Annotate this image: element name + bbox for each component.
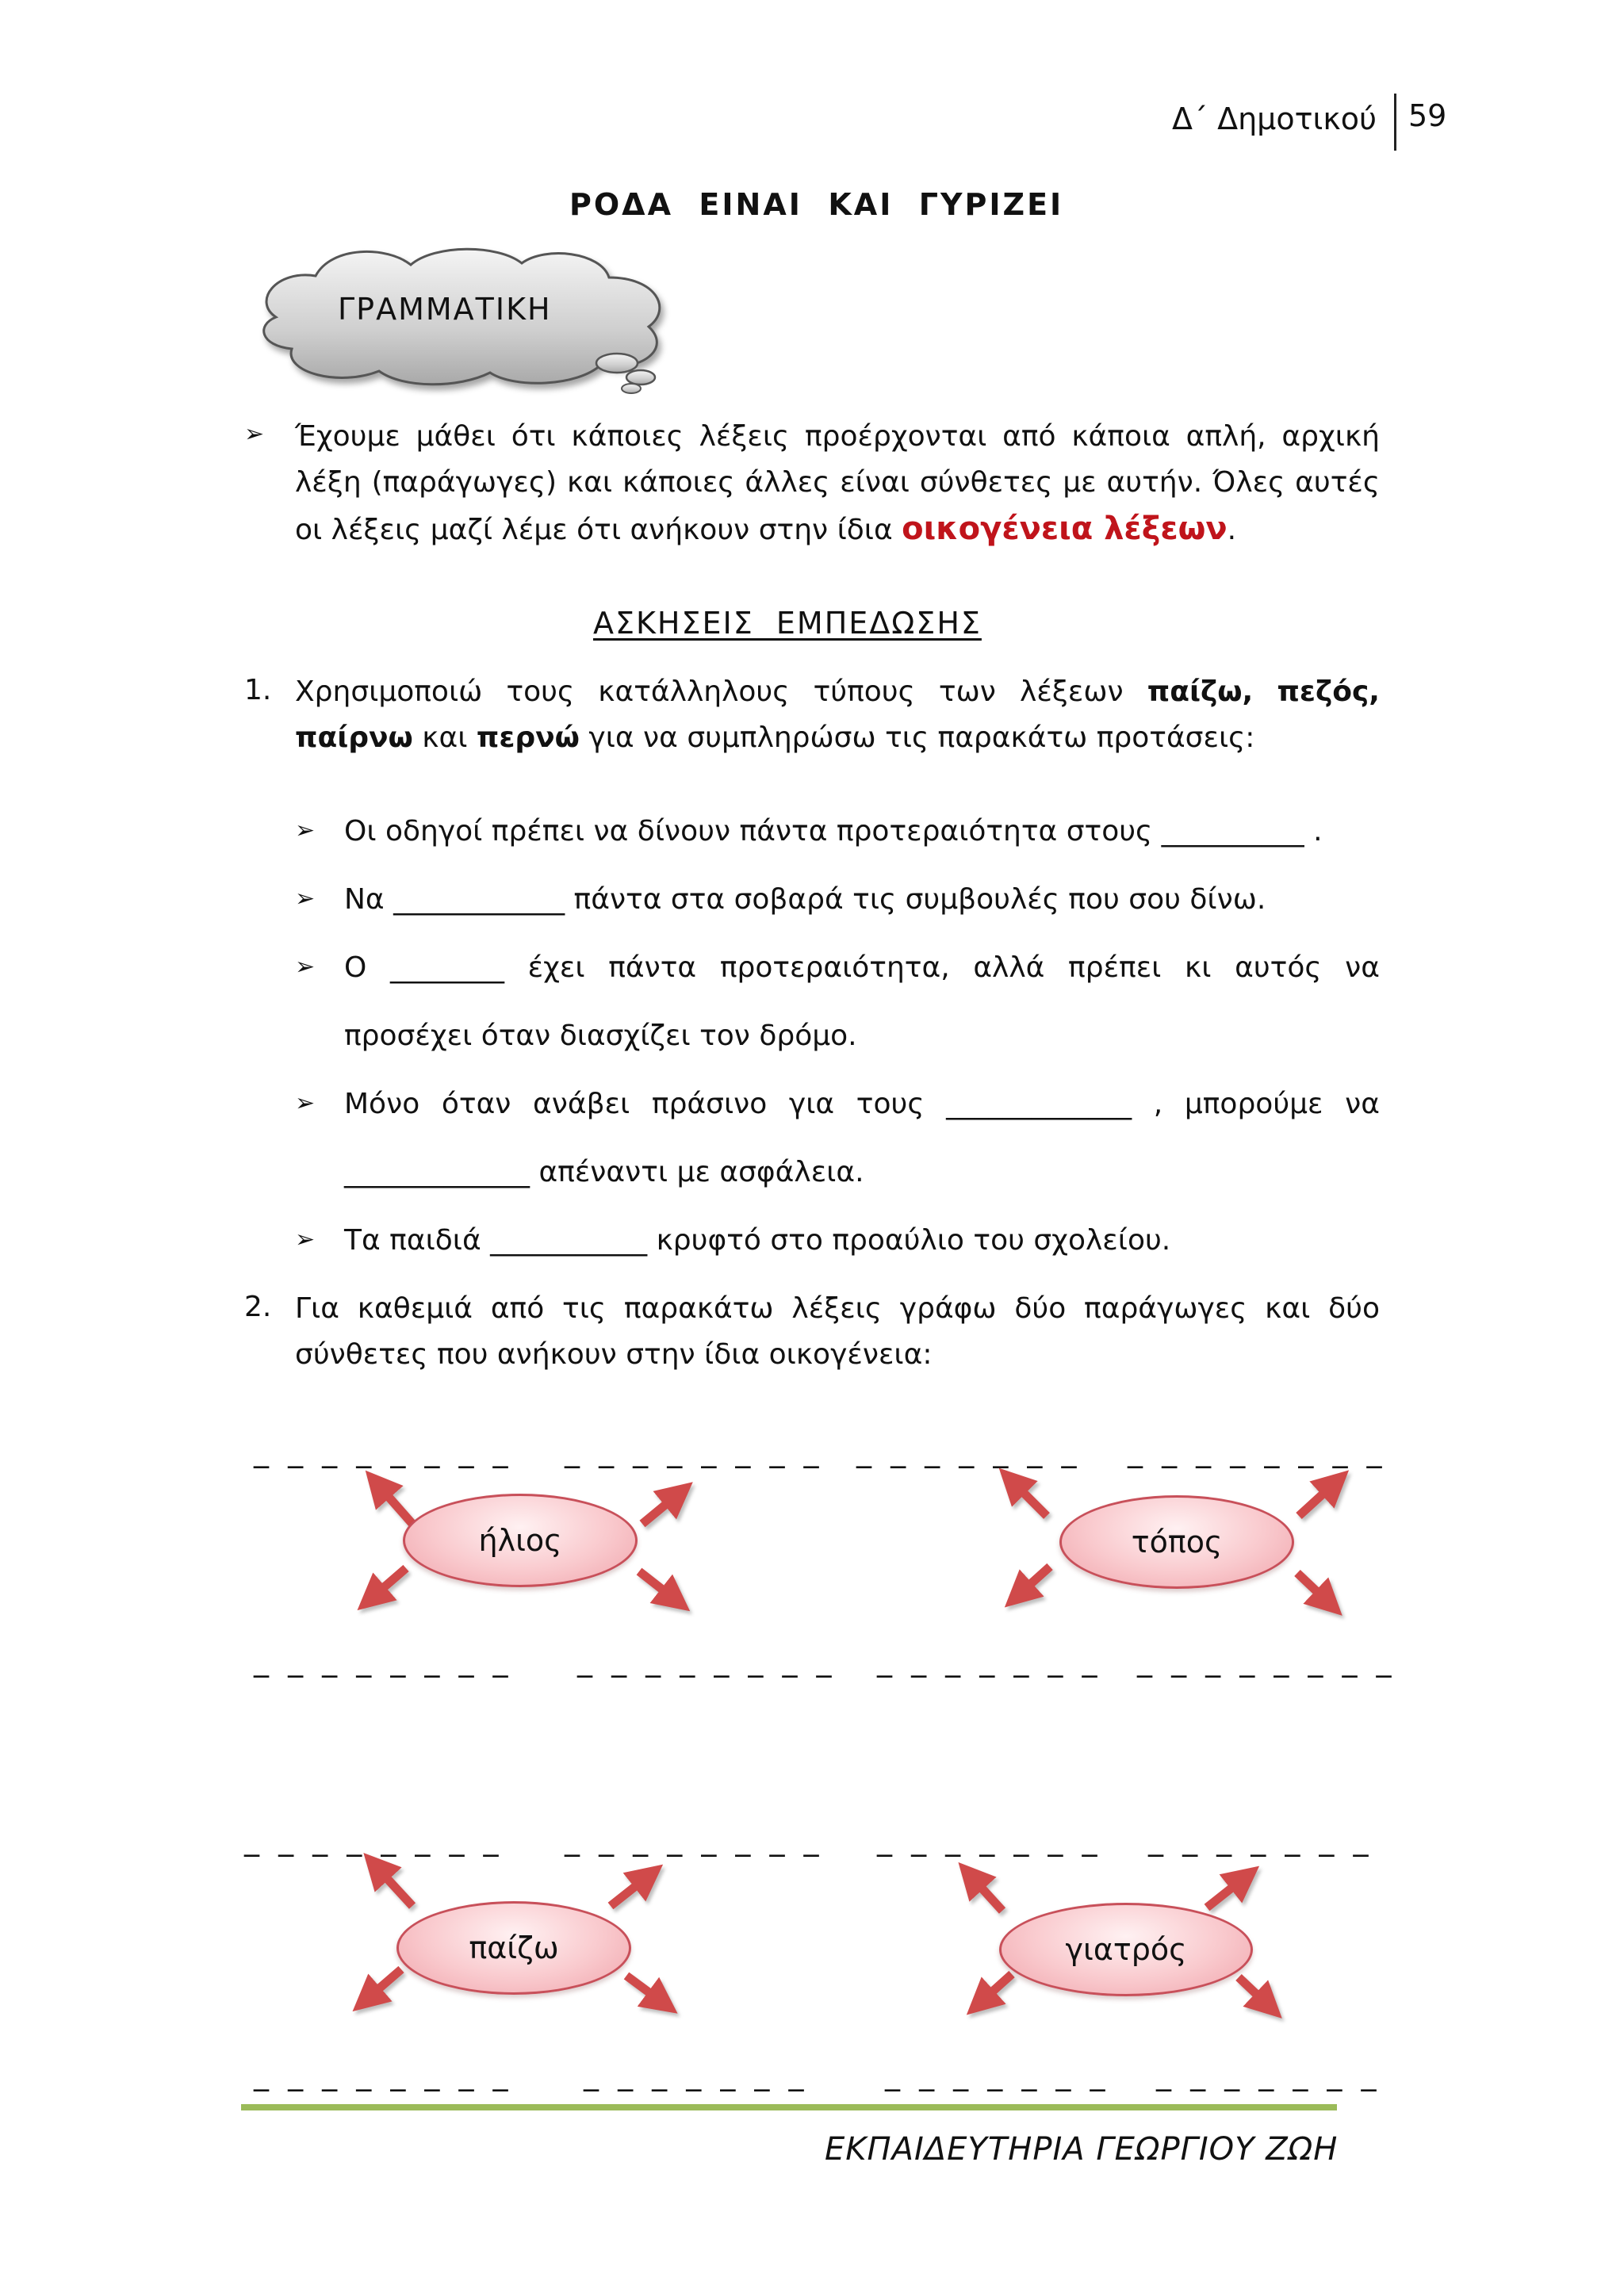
footer-school-name: ΕΚΠΑΙΔΕΥΤΗΡΙΑ ΓΕΩΡΓΙΟΥ ΖΩΗ (825, 2131, 1339, 2168)
arrowhead-bullet-icon: ➢ (295, 817, 316, 844)
blank-line[interactable]: _ _ _ _ _ _ _ (1156, 2057, 1381, 2091)
blank-line[interactable]: _ _ _ _ _ _ _ (584, 2057, 809, 2091)
red-arrow-icon (1012, 1481, 1047, 1516)
blank-line[interactable]: _ _ _ _ _ _ _ (885, 2057, 1110, 2091)
word-label: παίζω (469, 1931, 559, 1965)
blank-line[interactable]: _ _ _ _ _ _ _ (1148, 1822, 1373, 1857)
sentence-3-continued: προσέχει όταν διασχίζει τον δρόμο. (344, 1020, 857, 1052)
word-oval (999, 1903, 1253, 1996)
arrowhead-bullet-icon: ➢ (295, 885, 316, 913)
red-arrow-icon (377, 1484, 412, 1524)
red-arrow-icon (1297, 1573, 1329, 1603)
highlight-term: οικογένεια λέξεων (902, 511, 1228, 547)
arrowhead-bullet-icon: ➢ (244, 420, 265, 448)
red-arrow-icon (980, 1974, 1012, 2003)
exercise-1-instruction: Χρησιμοποιώ τους κατάλληλους τύπους των λέξεων παίζω, πεζός, παίρνω και περνώ για να συμπληρώσω τις παρακάτω προτάσεις: (295, 675, 1380, 754)
sentence-3: Ο ________ έχει πάντα προτεραιότητα, αλλά πρέπει κι αυτός να (344, 951, 1380, 984)
blank-line[interactable]: _ _ _ _ _ _ _ _ (254, 2057, 513, 2091)
page-number: 59 (1408, 98, 1447, 133)
red-arrow-icon (1299, 1483, 1335, 1516)
red-arrow-icon (1207, 1877, 1245, 1908)
sentence-4: Μόνο όταν ανάβει πράσινο για τους _____________ , μπορούμε να (344, 1088, 1380, 1120)
word-label: τόπος (1131, 1525, 1223, 1559)
word-oval (396, 1901, 631, 1995)
blank-line[interactable]: _ _ _ _ _ _ _ _ (577, 1643, 837, 1678)
blank-line[interactable]: _ _ _ _ _ _ _ _ (565, 1433, 824, 1468)
exercises-title: ΑΣΚΗΣΕΙΣ ΕΜΠΕΔΩΣΗΣ (593, 606, 982, 641)
blank-line[interactable]: _ _ _ _ _ _ _ _ (1137, 1643, 1396, 1678)
red-arrow-icon (639, 1571, 676, 1600)
exercise-1-number: 1. (244, 674, 272, 706)
arrowhead-bullet-icon: ➢ (295, 953, 316, 981)
word-oval (403, 1494, 638, 1587)
intro-paragraph: Έχουμε μάθει ότι κάποιες λέξεις προέρχονται από κάποια απλή, αρχική λέξη (παράγωγες) και κάποιες άλλες είναι σύνθετες με αυτήν. Όλες αυτές οι λέξεις μαζί λέμε ότι ανήκουν στην ίδια οικογένεια λέξεων. (295, 420, 1380, 547)
blank-line[interactable]: _ _ _ _ _ _ _ _ (254, 1643, 513, 1678)
blank-line[interactable]: _ _ _ _ _ _ _ (877, 1822, 1102, 1857)
red-arrow-icon (1239, 1977, 1269, 2006)
exercise-2-instruction: Για καθεμιά από τις παρακάτω λέξεις γράφω δύο παράγωγες και δύο σύνθετες που ανήκουν στην ίδια οικογένεια: (295, 1292, 1380, 1371)
blank-line[interactable]: _ _ _ _ _ _ _ _ (244, 1822, 504, 1857)
red-arrow-icon (626, 1976, 663, 2003)
sentence-1: Οι οδηγοί πρέπει να δίνουν πάντα προτεραιότητα στους __________ . (344, 815, 1323, 848)
red-arrow-icon (1018, 1567, 1050, 1595)
red-arrow-icon (971, 1876, 1002, 1911)
page-title: ΡΟΔΑ ΕΙΝΑΙ ΚΑΙ ΓΥΡΙΖΕΙ (569, 187, 1064, 222)
grade-label: Δ΄ Δημοτικού (1172, 101, 1377, 136)
word-oval (1059, 1495, 1294, 1589)
blank-line[interactable]: _ _ _ _ _ _ _ (856, 1433, 1082, 1468)
sentence-5: Τα παιδιά ___________ κρυφτό στο προαύλιο του σχολείου. (344, 1224, 1171, 1257)
red-arrow-icon (376, 1866, 412, 1906)
blank-line[interactable]: _ _ _ _ _ _ _ _ (565, 1822, 824, 1857)
red-arrow-icon (366, 1969, 401, 1999)
sentence-2: Να ____________ πάντα στα σοβαρά τις συμβουλές που σου δίνω. (344, 883, 1266, 916)
blank-line[interactable]: _ _ _ _ _ _ _ _ (1128, 1433, 1387, 1468)
blank-line[interactable]: _ _ _ _ _ _ _ (877, 1643, 1102, 1678)
section-label: ΓΡΑΜΜΑΤΙΚΗ (338, 292, 552, 327)
word-label: ήλιος (478, 1523, 562, 1558)
red-arrow-icon (371, 1568, 406, 1598)
footer-rule (241, 2104, 1337, 2110)
word-label: γιατρός (1065, 1932, 1187, 1967)
red-arrow-icon (642, 1494, 679, 1524)
blank-line[interactable]: _ _ _ _ _ _ _ _ (254, 1433, 513, 1468)
exercise-2-number: 2. (244, 1291, 272, 1323)
arrowhead-bullet-icon: ➢ (295, 1226, 316, 1253)
arrowhead-bullet-icon: ➢ (295, 1089, 316, 1117)
sentence-4-continued: _____________ απέναντι με ασφάλεια. (344, 1156, 864, 1188)
red-arrow-icon (611, 1876, 649, 1906)
